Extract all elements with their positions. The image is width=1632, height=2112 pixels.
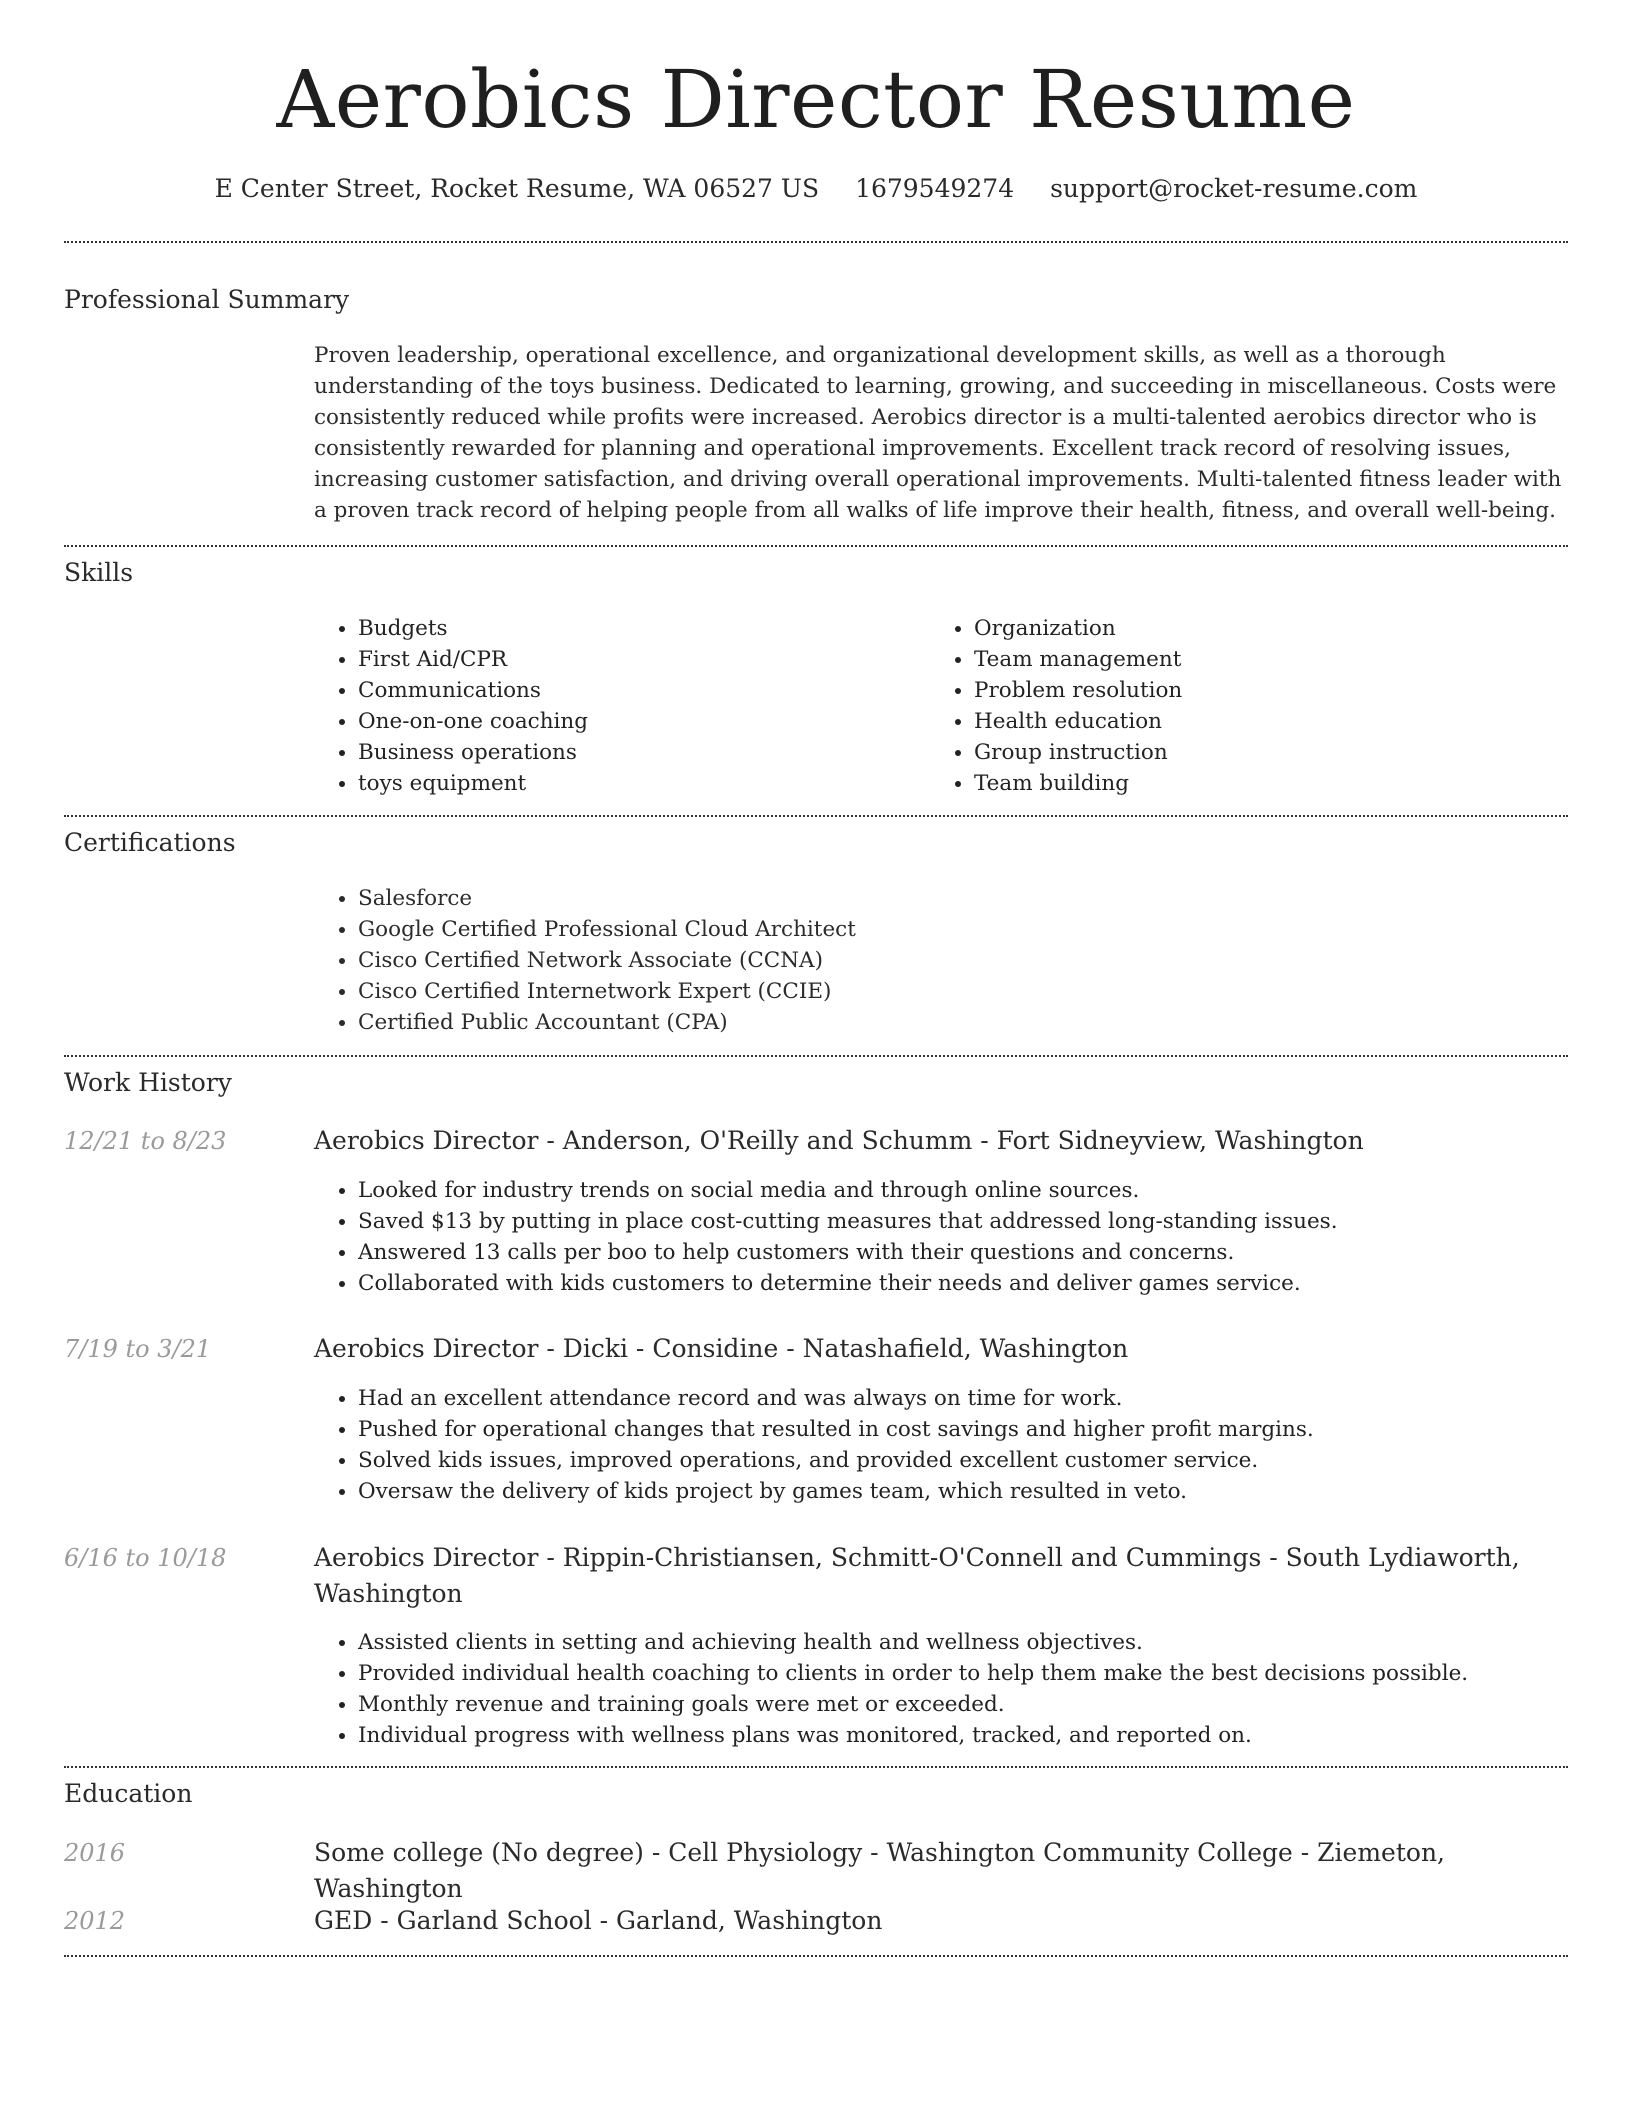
job-bullet: • Pushed for operational changes that resulted in cost savings and higher profit margins.: [358, 1414, 1570, 1445]
skill-item: • Group instruction: [974, 737, 1530, 768]
skills-column-right: [930, 613, 1530, 799]
divider: [64, 545, 1568, 547]
divider: [64, 1955, 1568, 1957]
job-bullet: • Looked for industry trends on social media and through online sources.: [358, 1175, 1570, 1206]
job-bullet: • Answered 13 calls per boo to help customers with their questions and concerns.: [358, 1237, 1570, 1268]
divider: [64, 1055, 1568, 1057]
job-title: Aerobics Director - Anderson, O'Reilly and Schumm - Fort Sidneyview, Washington: [314, 1126, 1364, 1155]
education-year: 2012: [64, 1907, 126, 1935]
job-title: Aerobics Director - Dicki - Considine - Natashafield, Washington: [314, 1334, 1129, 1363]
job-bullet: • Assisted clients in setting and achieving health and wellness objectives.: [358, 1627, 1570, 1658]
divider: [64, 241, 1568, 243]
certification-item: • Google Certified Professional Cloud Architect: [358, 914, 1570, 945]
resume-title: Aerobics Director Resume: [276, 53, 1356, 146]
job-bullets: [314, 1383, 1570, 1507]
job-dates: 7/19 to 3/21: [64, 1335, 212, 1363]
divider: [64, 815, 1568, 817]
section-title-summary: Professional Summary: [64, 285, 350, 314]
contact-phone: 1679549274: [855, 174, 1015, 203]
skill-item: • toys equipment: [358, 768, 914, 799]
certification-item: • Cisco Certified Network Associate (CCNA): [358, 945, 1570, 976]
job-bullet: • Saved $13 by putting in place cost-cutting measures that addressed long-standing issues.: [358, 1206, 1570, 1237]
job-bullets: [314, 1175, 1570, 1299]
job-bullet: • Collaborated with kids customers to determine their needs and deliver games service.: [358, 1268, 1570, 1299]
certification-item: • Salesforce: [358, 883, 1570, 914]
summary-text: Proven leadership, operational excellence, and organizational development skills, as well as a thorough understanding of the toys business. Dedicated to learning, growing, and succeeding in miscellaneous. Costs were consistently reduced while profits were increased. Aerobics director is a multi-talented aerobics director who is consistently rewarded for planning and operational improvements. Excellent track record of resolving issues, increasing customer satisfaction, and driving overall operational improvements. Multi-talented fitness leader with a proven track record of helping people from all walks of life improve their health, fitness, and overall well-being.: [314, 343, 1562, 523]
skill-item: • Organization: [974, 613, 1530, 644]
skill-item: • One-on-one coaching: [358, 706, 914, 737]
job-bullet: • Solved kids issues, improved operations, and provided excellent customer service.: [358, 1445, 1570, 1476]
education-entry: Some college (No degree) - Cell Physiology - Washington Community College - Ziemeton, Washington: [314, 1838, 1445, 1903]
job-bullets: [314, 1627, 1570, 1751]
skill-item: • Team building: [974, 768, 1530, 799]
skill-item: • Problem resolution: [974, 675, 1530, 706]
skill-item: • First Aid/CPR: [358, 644, 914, 675]
contact-email: support@rocket-resume.com: [1050, 174, 1418, 203]
certifications-block: [314, 883, 1570, 1038]
skill-item: • Health education: [974, 706, 1530, 737]
skill-item: • Budgets: [358, 613, 914, 644]
section-title-work-history: Work History: [64, 1068, 232, 1097]
summary-block: [314, 340, 1570, 526]
job-title: Aerobics Director - Rippin-Christiansen, Schmitt-O'Connell and Cummings - South Lydiaworth, Washington: [314, 1543, 1520, 1608]
section-title-certifications: Certifications: [64, 828, 236, 857]
job-dates: 12/21 to 8/23: [64, 1127, 227, 1155]
education-entry: GED - Garland School - Garland, Washington: [314, 1906, 883, 1935]
skill-item: • Business operations: [358, 737, 914, 768]
skill-item: • Team management: [974, 644, 1530, 675]
job-bullet: • Had an excellent attendance record and was always on time for work.: [358, 1383, 1570, 1414]
contact-line: [0, 172, 1632, 206]
job-bullet: • Provided individual health coaching to clients in order to help them make the best decisions possible.: [358, 1658, 1570, 1689]
contact-address: E Center Street, Rocket Resume, WA 06527 US: [214, 174, 820, 203]
section-title-education: Education: [64, 1779, 193, 1808]
skill-item: • Communications: [358, 675, 914, 706]
certification-item: • Cisco Certified Internetwork Expert (CCIE): [358, 976, 1570, 1007]
job-dates: 6/16 to 10/18: [64, 1544, 227, 1572]
job-bullet: • Individual progress with wellness plans was monitored, tracked, and reported on.: [358, 1720, 1570, 1751]
certification-item: • Certified Public Accountant (CPA): [358, 1007, 1570, 1038]
job-bullet: • Monthly revenue and training goals were met or exceeded.: [358, 1689, 1570, 1720]
section-title-skills: Skills: [64, 558, 134, 587]
education-year: 2016: [64, 1839, 126, 1867]
job-bullet: • Oversaw the delivery of kids project by games team, which resulted in veto.: [358, 1476, 1570, 1507]
divider: [64, 1766, 1568, 1768]
skills-column-left: [314, 613, 914, 799]
